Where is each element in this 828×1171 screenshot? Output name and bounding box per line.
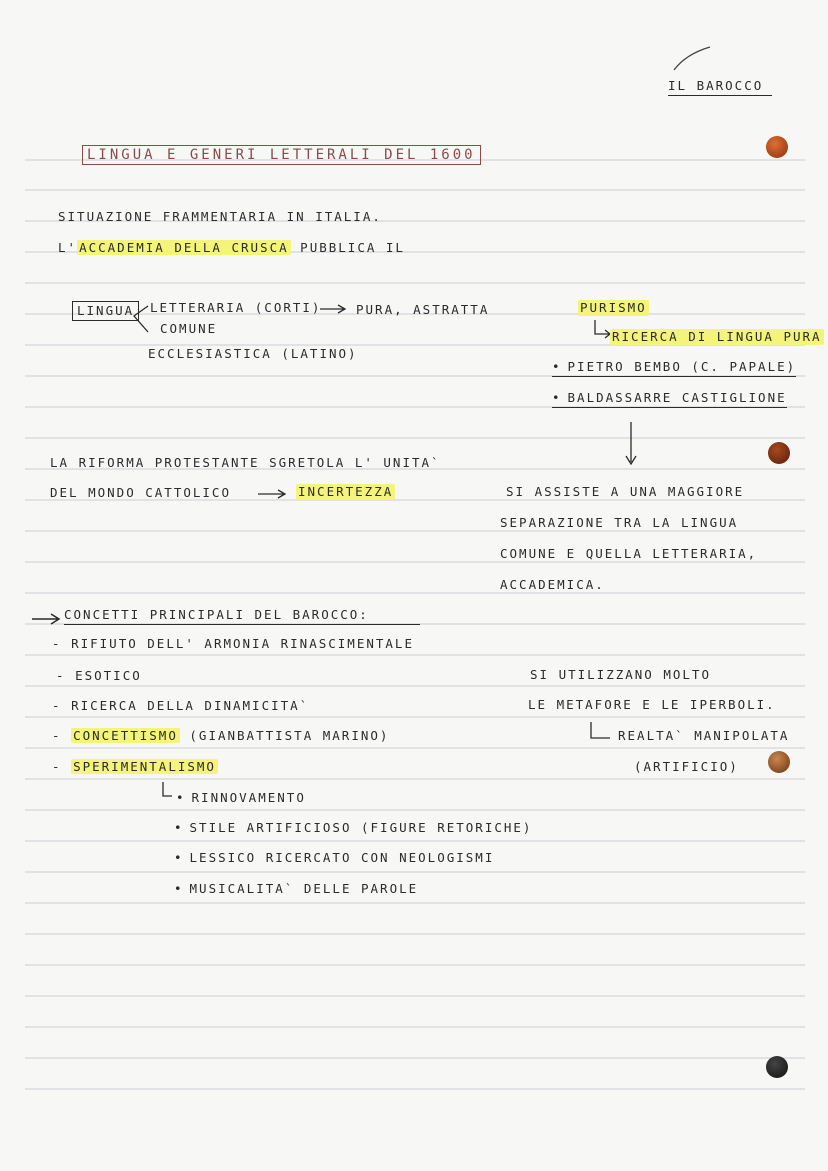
consequence-line-3: COMUNE E QUELLA LETTERARIA, [500,546,758,561]
corner-arrow-icon [588,720,616,744]
arrow-down-icon [622,420,640,468]
rinnovamento: • RINNOVAMENTO [176,790,306,806]
branch-bracket-icon [130,302,152,338]
intro-prefix: L' [58,240,78,255]
concetto-item: - CONCETTISMO (GIANBATTISTA MARINO) [52,728,390,743]
lingua-result: PURA, ASTRATTA [356,302,490,317]
concetto-item: - RICERCA DELLA DINAMICITA` [52,698,310,713]
tick-mark-icon [670,44,720,74]
concetto-item: - SPERIMENTALISMO [52,759,216,774]
branch-comune: COMUNE [160,321,218,336]
binder-hole-icon [768,442,790,464]
sub-item-stile: • STILE ARTIFICIOSO (FIGURE RETORICHE) [174,820,532,836]
concetto-item: - RIFIUTO DELL' ARMONIA RINASCIMENTALE [52,636,414,651]
concetto-dinamicita: RICERCA DELLA DINAMICITA` [71,698,310,713]
purismo-desc: RICERCA DI LINGUA PURA [612,329,822,344]
riforma-line-2: DEL MONDO CATTOLICO [50,485,231,500]
author-castiglione: • BALDASSARRE CASTIGLIONE [552,390,787,408]
concetto-item: - ESOTICO [56,668,142,683]
incertezza-highlight: INCERTEZZA [298,484,394,499]
binder-hole-icon [768,751,790,773]
purismo-title: PURISMO [580,300,647,315]
concettismo-note: (GIANBATTISTA MARINO) [189,728,390,743]
binder-hole-icon [766,1056,788,1078]
intro-line-1: SITUAZIONE FRAMMENTARIA IN ITALIA. [58,209,382,224]
intro-suffix: PUBBLICA IL [300,240,405,255]
realta-manipolata: REALTA` MANIPOLATA [618,728,790,743]
sperimentalismo-highlight: SPERIMENTALISMO [73,759,216,774]
consequence-line-1: SI ASSISTE A UNA MAGGIORE [506,484,745,499]
arrow-right-icon [256,488,290,500]
consequence-line-2: SEPARAZIONE TRA LA LINGUA [500,515,739,530]
intro-line-2 [58,240,405,256]
artificio-note: (ARTIFICIO) [634,759,739,774]
consequence-line-4: ACCADEMICA. [500,577,605,592]
lingua-label: LINGUA [72,301,139,321]
concetto-esotico: ESOTICO [75,668,142,683]
binder-hole-icon [766,136,788,158]
header-tag: IL BAROCCO [668,78,772,96]
sub-item-musicalita: • MUSICALITA` DELLE PAROLE [174,881,418,897]
concetti-title: CONCETTI PRINCIPALI DEL BAROCCO: [64,607,420,625]
concettismo-highlight: CONCETTISMO [73,728,178,743]
accademia-highlight: ACCADEMIA DELLA CRUSCA [79,240,289,255]
arrow-right-icon [318,303,350,315]
metafore-line-1: SI UTILIZZANO MOLTO [530,667,711,682]
riforma-line-1: LA RIFORMA PROTESTANTE SGRETOLA L' UNITA` [50,455,441,470]
metafore-line-2: LE METAFORE E LE IPERBOLI. [528,697,776,712]
branch-letteraria: LETTERARIA (CORTI) [150,300,322,315]
author-bembo: • PIETRO BEMBO (C. PAPALE) [552,359,796,377]
sub-item-lessico: • LESSICO RICERCATO CON NEOLOGISMI [174,850,494,866]
arrow-right-icon [30,612,64,626]
concetto-rifiuto: RIFIUTO DELL' ARMONIA RINASCIMENTALE [71,636,414,651]
branch-ecclesiastica: ECCLESIASTICA (LATINO) [148,346,358,361]
page-title: LINGUA E GENERI LETTERALI DEL 1600 [82,145,481,165]
